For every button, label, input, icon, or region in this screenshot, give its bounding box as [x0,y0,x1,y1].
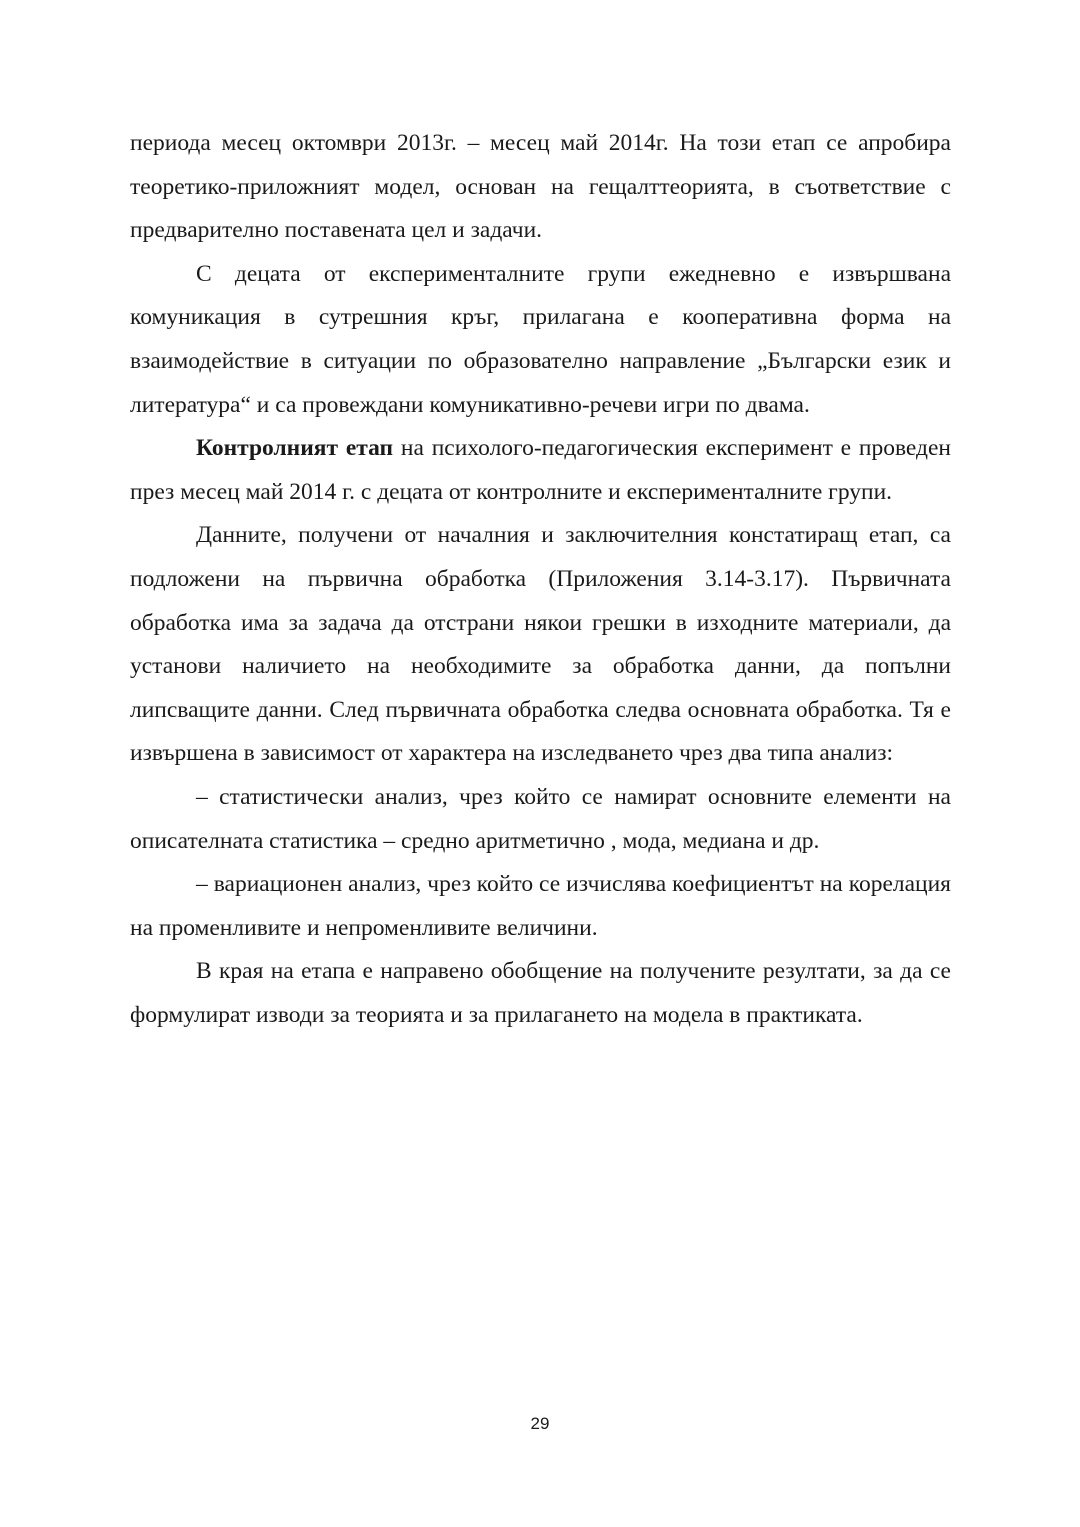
paragraph-1 [130,122,951,253]
paragraph-5 [130,776,951,863]
paragraph-2 [130,253,951,427]
page-number: 29 [530,1414,550,1433]
body-text [130,122,951,1037]
paragraph-3 [130,427,951,514]
paragraph-4 [130,514,951,776]
paragraph-5-text: – статистически анализ, чрез който се намират основните елементи на описателната статистика – средно аритметично , мода, медиана и др. [130,783,951,854]
paragraph-7 [130,950,951,1037]
paragraph-1-text: периода месец октомври 2013г. – месец май 2014г. На този етап се апробира теоретико-приложният модел, основан на гещалттеорията, в съответствие с предварително поставената цел и задачи. [130,130,951,244]
paragraph-3-text: на психолого-педагогическия експеримент е проведен през месец май 2014 г. с децата от контролните и експерименталните групи. [130,435,951,505]
paragraph-7-text: В края на етапа е направено обобщение на получените резултати, за да се формулират изводи за теорията и за прилагането на модела в практиката. [130,958,951,1028]
paragraph-6-text: – вариационен анализ, чрез който се изчислява коефициентът на корелация на променливите и непроменливите величини. [130,871,951,941]
paragraph-6 [130,863,951,950]
paragraph-4-text: Данните, получени от началния и заключителния констатиращ етап, са подложени на първична обработка (Приложения 3.14-3.17). Първичната обработка има за задача да отстрани някои грешки в изходните материали, да установи наличието на необходимите за обработка данни, да попълни липсващите данни. След първичната обработка следва основната обработка. Тя е извършена в зависимост от характера на изследването чрез два типа анализ: [130,522,951,767]
control-stage-heading: Контролният етап [196,435,394,462]
paragraph-2-text: С децата от експерименталните групи ежедневно е извършвана комуникация в сутрешния кръг, прилагана е кооперативна форма на взаимодействие в ситуации по образователно направление „Български език и литература“ и са провеждани комуникативно-речеви игри по двама. [130,260,951,418]
